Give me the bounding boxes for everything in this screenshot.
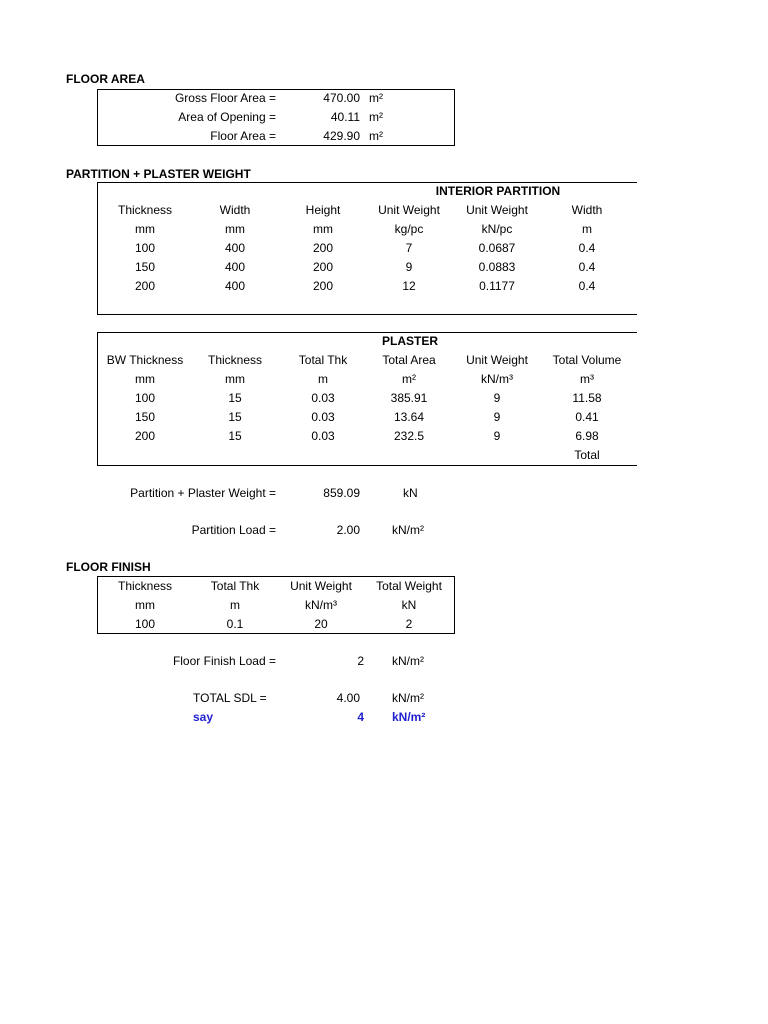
gross-floor-area-value: 470.00 bbox=[323, 91, 360, 105]
pl-cell: 150 bbox=[134, 410, 156, 424]
ff-unit-knm3: kN/m³ bbox=[305, 598, 337, 612]
pl-unit-mm: mm bbox=[225, 372, 245, 386]
ip-cell: 0.4 bbox=[578, 241, 596, 255]
pl-cell: 232.5 bbox=[393, 429, 425, 443]
pl-cell: 200 bbox=[134, 429, 156, 443]
ip-cell: 200 bbox=[312, 241, 334, 255]
ip-cell: 150 bbox=[134, 260, 156, 274]
ff-cell: 100 bbox=[134, 617, 156, 631]
pl-total-label: Total bbox=[574, 448, 600, 462]
area-of-opening-label: Area of Opening = bbox=[178, 110, 276, 124]
floor-area-title: FLOOR AREA bbox=[66, 72, 145, 86]
pl-header-unit-weight: Unit Weight bbox=[466, 353, 528, 367]
pl-cell: 9 bbox=[493, 391, 501, 405]
ff-header-thickness: Thickness bbox=[117, 579, 173, 593]
ip-cell: 200 bbox=[134, 279, 156, 293]
partition-load-value: 2.00 bbox=[336, 523, 360, 537]
gross-floor-area-unit: m² bbox=[369, 91, 383, 105]
ff-cell: 20 bbox=[314, 617, 328, 631]
ip-cell: 0.1177 bbox=[479, 279, 515, 293]
plaster-header: PLASTER bbox=[381, 334, 438, 348]
ip-unit-thickness: mm bbox=[135, 222, 155, 236]
ip-header-width-m: Width bbox=[571, 203, 603, 217]
pl-unit-m3: m³ bbox=[580, 372, 594, 386]
pl-cell: 100 bbox=[134, 391, 156, 405]
ip-cell: 200 bbox=[312, 279, 334, 293]
ip-cell: 12 bbox=[402, 279, 416, 293]
ip-header-width: Width bbox=[219, 203, 251, 217]
pl-cell: 0.03 bbox=[311, 391, 335, 405]
floor-finish-load-label: Floor Finish Load = bbox=[172, 654, 276, 668]
pl-cell: 11.58 bbox=[572, 391, 602, 405]
ip-unit-height: mm bbox=[313, 222, 333, 236]
pl-cell: 0.03 bbox=[311, 410, 335, 424]
pl-header-thickness: Thickness bbox=[207, 353, 263, 367]
ip-cell: 7 bbox=[405, 241, 413, 255]
pl-cell: 385.91 bbox=[390, 391, 428, 405]
ip-unit-kgpc: kg/pc bbox=[394, 222, 424, 236]
ff-header-total-weight: Total Weight bbox=[376, 579, 442, 593]
gross-floor-area-label: Gross Floor Area = bbox=[174, 91, 276, 105]
pl-unit-knm3: kN/m³ bbox=[481, 372, 513, 386]
say-label: say bbox=[193, 710, 214, 724]
pl-header-total-volume: Total Volume bbox=[552, 353, 622, 367]
ff-header-total-thk: Total Thk bbox=[210, 579, 260, 593]
pl-cell: 6.98 bbox=[575, 429, 599, 443]
ip-unit-knpc: kN/pc bbox=[481, 222, 513, 236]
ip-cell: 0.4 bbox=[578, 279, 596, 293]
ip-unit-width: mm bbox=[225, 222, 245, 236]
ip-cell: 0.0687 bbox=[478, 241, 516, 255]
partition-load-label: Partition Load = bbox=[191, 523, 276, 537]
ip-cell: 100 bbox=[134, 241, 156, 255]
pl-unit-m: m bbox=[318, 372, 328, 386]
ip-header-thickness: Thickness bbox=[117, 203, 173, 217]
floor-area-unit: m² bbox=[369, 129, 383, 143]
pl-header-total-area: Total Area bbox=[382, 353, 436, 367]
ff-unit-mm: mm bbox=[135, 598, 155, 612]
ff-cell: 2 bbox=[405, 617, 413, 631]
ff-unit-m: m bbox=[230, 598, 240, 612]
area-of-opening-unit: m² bbox=[369, 110, 383, 124]
ip-cell: 0.0883 bbox=[478, 260, 516, 274]
ip-cell: 9 bbox=[405, 260, 413, 274]
total-sdl-value: 4.00 bbox=[336, 691, 360, 705]
ip-cell: 400 bbox=[224, 260, 246, 274]
ip-header-unit-weight-kg: Unit Weight bbox=[378, 203, 440, 217]
floor-area-value: 429.90 bbox=[323, 129, 360, 143]
ip-header-unit-weight-kn: Unit Weight bbox=[466, 203, 528, 217]
ip-unit-m: m bbox=[582, 222, 592, 236]
pl-cell: 15 bbox=[228, 429, 242, 443]
partition-title: PARTITION + PLASTER WEIGHT bbox=[66, 167, 251, 181]
partition-weight-unit: kN bbox=[403, 486, 418, 500]
partition-weight-label: Partition + Plaster Weight = bbox=[130, 486, 276, 500]
ip-cell: 400 bbox=[224, 279, 246, 293]
pl-cell: 13.64 bbox=[393, 410, 425, 424]
say-value: 4 bbox=[357, 710, 364, 724]
say-unit: kN/m² bbox=[392, 710, 426, 724]
ip-cell: 0.4 bbox=[578, 260, 596, 274]
pl-unit-m2: m² bbox=[402, 372, 416, 386]
ff-unit-kn: kN bbox=[401, 598, 417, 612]
total-sdl-unit: kN/m² bbox=[392, 691, 424, 705]
partition-weight-value: 859.09 bbox=[323, 486, 360, 500]
ip-cell: 400 bbox=[224, 241, 246, 255]
total-sdl-label: TOTAL SDL = bbox=[193, 691, 267, 705]
pl-cell: 9 bbox=[493, 410, 501, 424]
pl-cell: 0.03 bbox=[311, 429, 335, 443]
floor-finish-title: FLOOR FINISH bbox=[66, 560, 151, 574]
pl-cell: 15 bbox=[228, 391, 242, 405]
pl-cell: 9 bbox=[493, 429, 501, 443]
pl-header-total-thk: Total Thk bbox=[298, 353, 348, 367]
ff-header-unit-weight: Unit Weight bbox=[290, 579, 352, 593]
ff-cell: 0.1 bbox=[226, 617, 244, 631]
pl-unit-mm: mm bbox=[135, 372, 155, 386]
floor-finish-load-unit: kN/m² bbox=[392, 654, 424, 668]
pl-cell: 15 bbox=[228, 410, 242, 424]
interior-partition-header: INTERIOR PARTITION bbox=[435, 184, 561, 198]
pl-header-bw-thickness: BW Thickness bbox=[106, 353, 184, 367]
floor-finish-load-value: 2 bbox=[357, 654, 364, 668]
partition-load-unit: kN/m² bbox=[392, 523, 424, 537]
ip-header-height: Height bbox=[305, 203, 341, 217]
floor-area-label: Floor Area = bbox=[210, 129, 276, 143]
ip-cell: 200 bbox=[312, 260, 334, 274]
pl-cell: 0.41 bbox=[575, 410, 599, 424]
area-of-opening-value: 40.11 bbox=[330, 110, 360, 124]
